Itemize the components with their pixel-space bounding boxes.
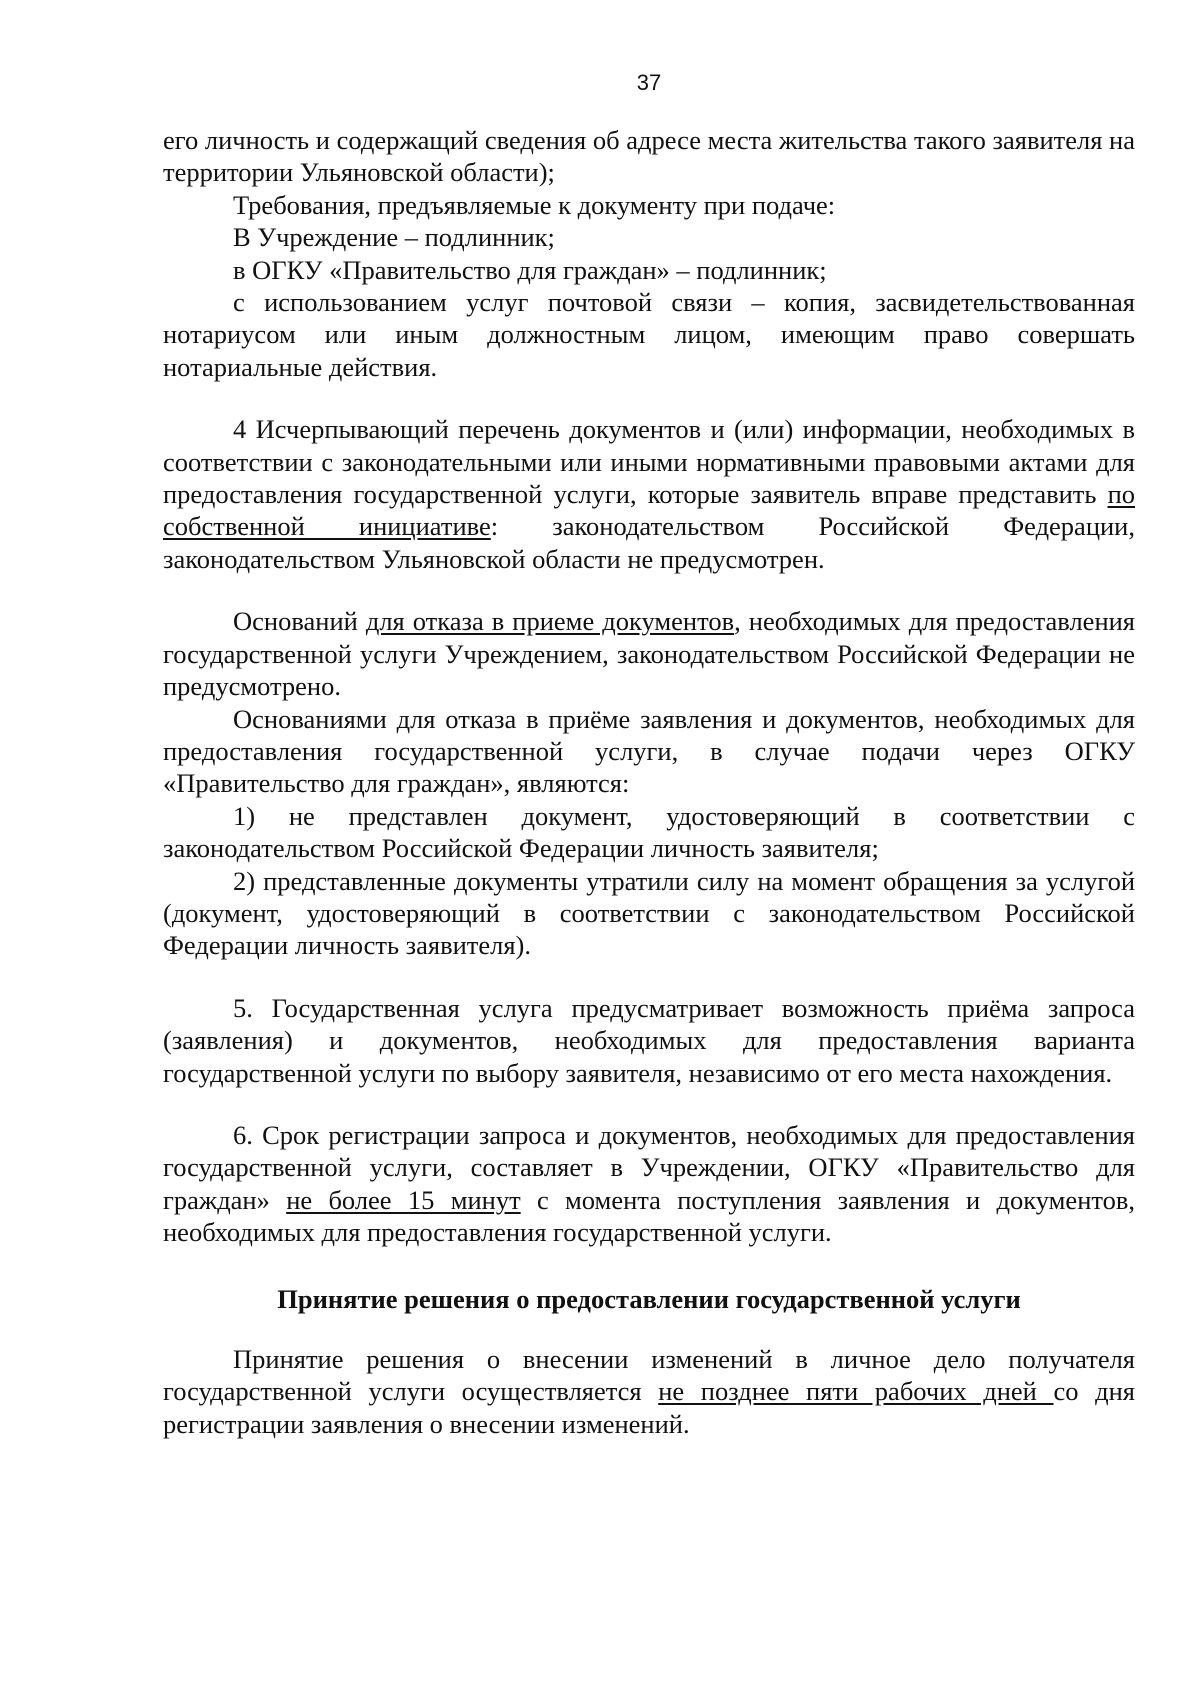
paragraph-decision-text-a: Принятие решения о внесении изменений в личное дело получателя государственной услуги осуществляется [163,1344,1135,1407]
paragraph-institution-original: В Учреждение – подлинник; [233,222,555,253]
paragraph-refusal-reason-2: 2) представленные документы утратили силу на момент обращения за услугой (документ, удостоверяющий в соответствии с законодательством Российской Федерации личность заявителя). [163,865,1135,961]
paragraph-ogku-original: в ОГКУ «Правительство для граждан» – подлинник; [233,254,827,285]
paragraph-postal-copy: с использованием услуг почтовой связи – копия, засвидетельствованная нотариусом или иным должностным лицом, имеющим право совершать нотариальные действия. [163,287,1135,382]
paragraph-refusal-institution-text-b: , необходимых для предоставления государственной услуги Учреждением, законодательством Российской Федерации не предусмотрено. [163,606,1135,702]
paragraph-item-6-text-b: с момента поступления заявления и документов, необходимых для предоставления государственной услуги. [163,1184,1135,1248]
paragraph-item-4-text-a: 4 Исчерпывающий перечень документов и (или) информации, необходимых в соответствии с законодательными или иными нормативными правовыми актами для предоставления государственной услуги, которые заявитель вправе представить [163,414,1135,510]
document-page [163,68,1135,1440]
paragraph-item-4-underlined: по собственной инициативе [163,479,1135,542]
paragraph-refusal-institution-underlined: для отказа в приеме документов [365,606,735,637]
paragraph-continuation: его личность и содержащий сведения об адресе места жительства такого заявителя на территории Ульяновской области); [163,125,1135,188]
section-heading: Принятие решения о предоставлении государственной услуги [277,1283,1021,1314]
paragraph-refusal-institution-text-a: Оснований [233,606,366,637]
paragraph-item-6-text-a: 6. Срок регистрации запроса и документов, необходимых для предоставления государственной услуги, составляет в Учреждении, ОГКУ «Правительство для граждан» [163,1119,1135,1215]
paragraph-item-4-text-b: : законодательством Российской Федерации, законодательством Ульяновской области не предусмотрен. [163,511,1135,574]
paragraph-decision [163,1343,1135,1440]
paragraph-item-6 [163,1119,1135,1249]
paragraph-refusal-reason-1: 1) не представлен документ, удостоверяющий в соответствии с законодательством Российской Федерации личность заявителя; [163,800,1135,864]
paragraph-decision-underlined: не позднее пяти рабочих дней [658,1376,1054,1407]
paragraph-decision-text-b: со дня регистрации заявления о внесении изменений. [163,1376,1135,1439]
paragraph-item-6-underlined: не более 15 минут [286,1184,521,1215]
paragraph-refusal-ogku: Основаниями для отказа в приёме заявления и документов, необходимых для предоставления государственной услуги, в случае подачи через ОГКУ «Правительство для граждан», являются: [163,703,1135,799]
paragraph-item-4 [163,413,1135,575]
paragraph-requirements: Требования, предъявляемые к документу при подаче: [233,189,836,220]
page-number: 37 [636,70,662,95]
paragraph-refusal-institution [163,605,1135,702]
paragraph-item-5: 5. Государственная услуга предусматривает возможность приёма запроса (заявления) и документов, необходимых для предоставления варианта государственной услуги по выбору заявителя, независимо от его места нахождения. [163,992,1135,1088]
